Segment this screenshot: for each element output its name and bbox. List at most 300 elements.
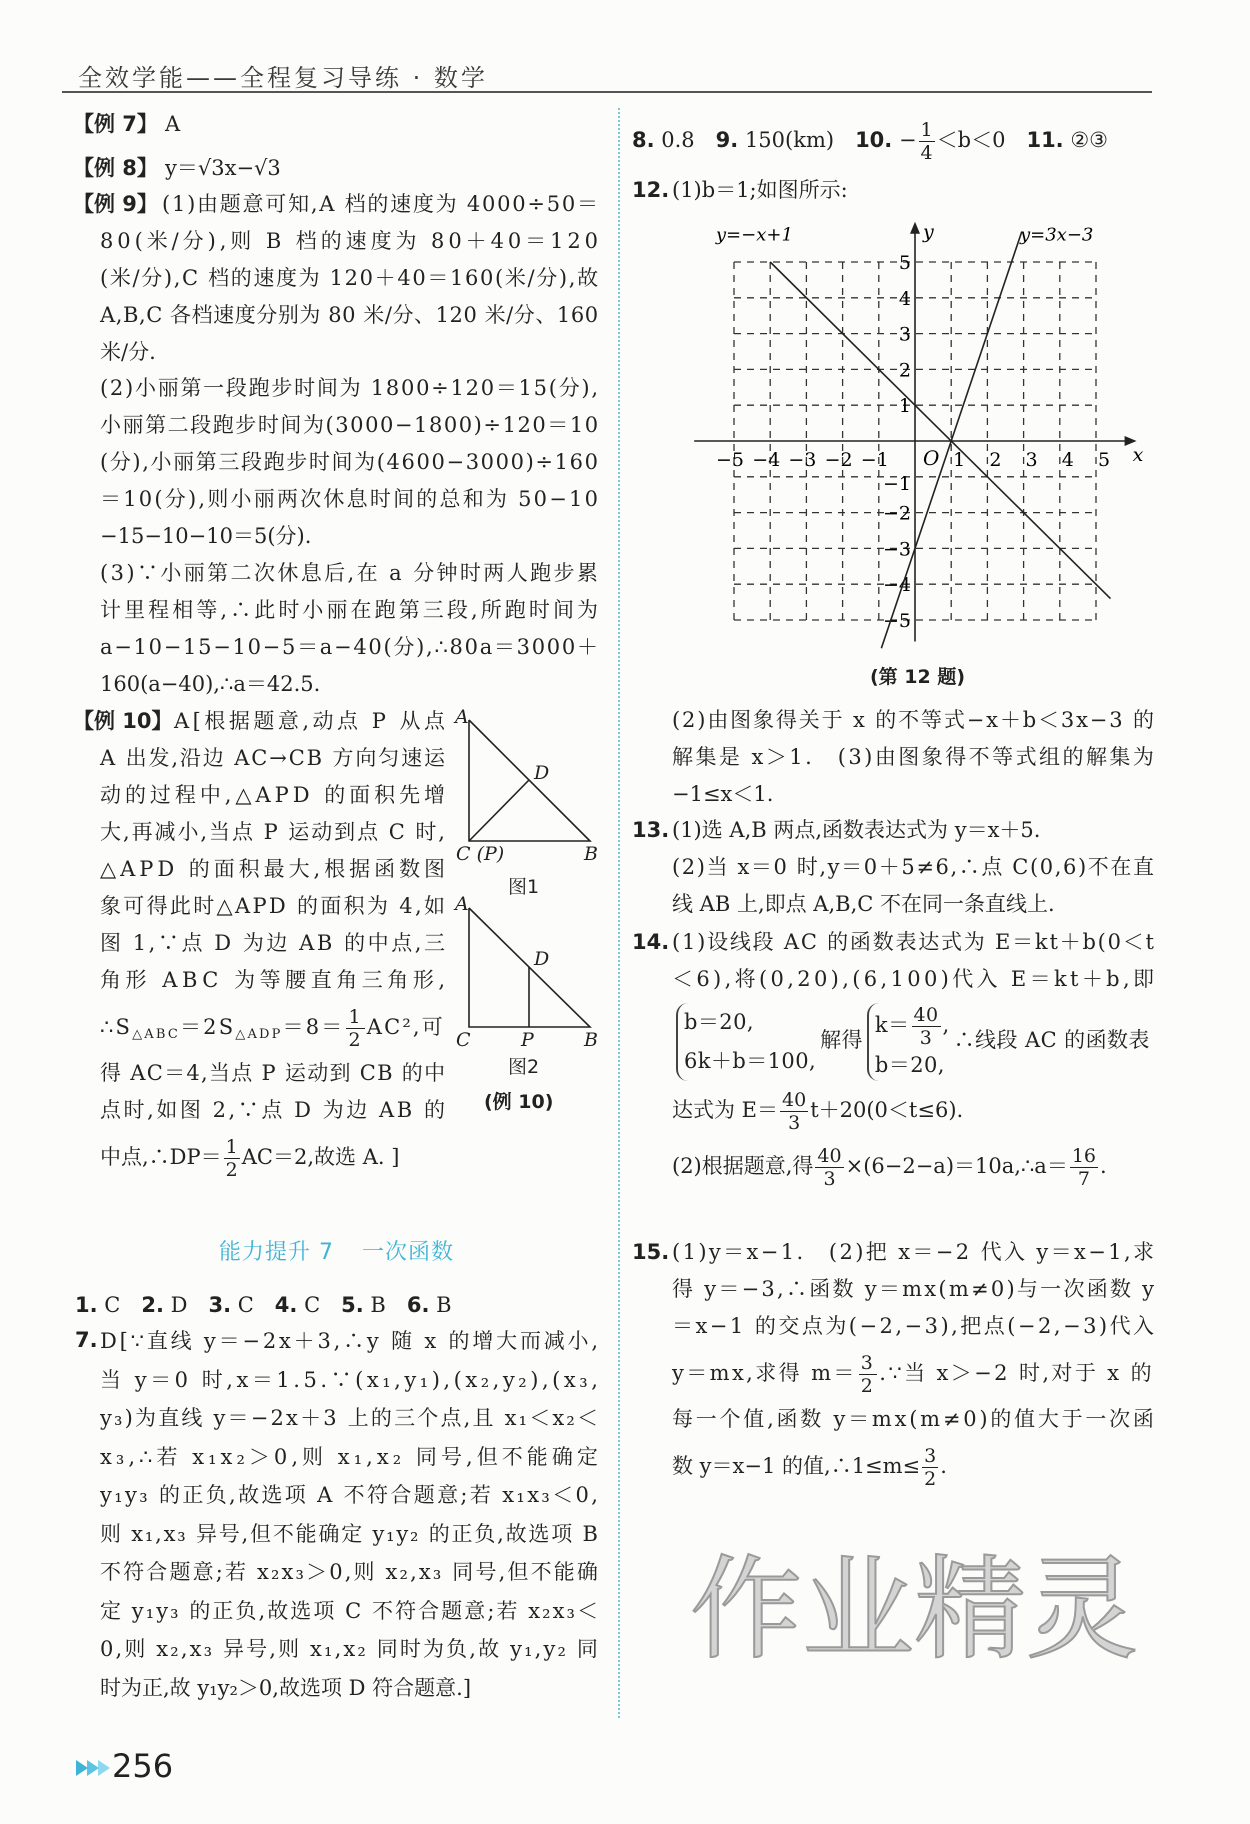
text-run: (2)当 x＝0 时,y＝0＋5≠6,∴点 C(0,6)不在直 [672, 855, 1156, 879]
answer-line-text [100, 1092, 448, 1129]
question-number: 1. [75, 1293, 98, 1317]
header-rule [62, 91, 1152, 93]
answer-line [100, 740, 445, 777]
fig2-label-b: B [584, 1029, 598, 1051]
y-tick-label: 5 [898, 252, 911, 274]
denominator: 3 [788, 1112, 801, 1134]
system-row [875, 1004, 950, 1049]
numerator: 1 [348, 1006, 363, 1028]
fraction [912, 1004, 941, 1049]
text-run: 小丽第二段跑步时间为(3000−1800)÷120＝10 [100, 413, 600, 437]
text-run: (3)∵小丽第二次休息后,在 a 分钟时两人跑步累 [100, 561, 601, 585]
x-tick-label: 4 [1061, 449, 1074, 471]
answer-line [672, 776, 1154, 813]
text-run: (米/分),C 档的速度为 120＋40＝160(米/分),故 [100, 266, 600, 290]
fraction [346, 1006, 364, 1051]
answer-line [100, 1055, 445, 1092]
y-tick-label: 1 [898, 395, 911, 418]
answer-block [632, 1234, 1157, 1494]
answer-label: 【例 10】 [73, 709, 173, 733]
text-run: . [940, 1454, 947, 1478]
answer-line-text [100, 999, 445, 1063]
answer-line [672, 924, 1154, 961]
text-run: ＜b＜0 [936, 128, 1027, 152]
answer-line-text [100, 1438, 602, 1477]
text-run: ＝2S [179, 1015, 236, 1039]
x-tick-label: −2 [824, 449, 853, 471]
question-number: 2. [141, 1293, 164, 1317]
text-run: t＋20(0＜t≤6). [810, 1098, 964, 1122]
y-tick-label: −5 [882, 610, 911, 632]
answer-line [100, 260, 598, 297]
answer-line-text [100, 1055, 446, 1092]
answer-line-text [100, 1361, 601, 1400]
text-run: 数 y＝x−1 的值,∴1≤m≤ [672, 1454, 921, 1478]
answer-line [100, 925, 448, 962]
answer-line [100, 814, 445, 851]
denominator: 3 [919, 1026, 933, 1049]
answer-line [100, 592, 602, 629]
fraction [919, 119, 935, 164]
watermark: 作业精灵 [690, 1545, 1138, 1675]
answer-line-text [100, 777, 449, 814]
answer-line-text [100, 334, 156, 371]
answer-line-text [672, 998, 1150, 1082]
text-run: D [163, 1293, 209, 1317]
answer-block [100, 555, 602, 703]
fig1-label-b: B [584, 843, 598, 865]
answer-line [100, 444, 598, 481]
answer-label: 7. [75, 1328, 98, 1352]
numerator: 1 [920, 119, 933, 141]
answer-line-text [100, 925, 448, 962]
text-run: 计里程相等,∴此时小丽在跑第三段,所跑时间为 [100, 598, 602, 622]
answer-line [100, 629, 598, 666]
answer-line [100, 851, 449, 888]
answer-line-text [100, 555, 600, 592]
answer-line-text [672, 1345, 1154, 1401]
x-tick-label: −4 [752, 449, 781, 471]
numerator: 16 [1071, 1145, 1097, 1167]
answer-line-text [100, 407, 600, 444]
text-run: 达式为 E＝ [672, 1098, 779, 1122]
answer-line-text [672, 1138, 1107, 1194]
x-tick-label: −3 [788, 449, 817, 471]
fig1-label-c: C (P) [456, 843, 505, 865]
answer-line-text [165, 150, 281, 187]
answer-line [100, 1592, 601, 1631]
answer-line [672, 886, 1154, 923]
answer-line-text [100, 481, 600, 518]
answer-line [100, 777, 449, 814]
text-run: 解得 [820, 1028, 863, 1052]
answer-label: 13. [632, 818, 670, 842]
text-run: 动的过程中,△APD 的面积先增 [100, 783, 449, 807]
text-run: D[∵直线 y＝−2x＋3,∴y 随 x 的增大而减小, [100, 1329, 601, 1353]
text-run: 不符合题意;若 x₂x₃＞0,则 x₂,x₃ 同号,但不能确 [100, 1560, 601, 1584]
answer-line [672, 1082, 1154, 1138]
answer-line [672, 739, 1157, 776]
answer-label: 14. [632, 930, 670, 954]
text-run: 时为正,故 y₁y₂＞0,故选项 D 符合题意.] [100, 1675, 472, 1700]
answer-block [73, 150, 598, 187]
system-row [684, 1008, 816, 1036]
answer-line [100, 1438, 602, 1477]
function-line-label: y=3x−3 [1019, 224, 1094, 246]
answer-label: 【例 7】 [73, 112, 158, 136]
text-run: 定 y₁y₃ 的正负,故选项 C 不符合题意;若 x₂x₃＜ [100, 1598, 601, 1623]
answer-line-text [100, 370, 600, 407]
x-tick-label: −1 [860, 449, 889, 471]
system-row [875, 1051, 950, 1079]
text-run: b＝20, [684, 1010, 754, 1034]
answer-line-text [100, 1322, 601, 1361]
answer-line-text [100, 629, 600, 666]
numerator: 1 [225, 1136, 238, 1158]
answer-line-text [672, 1082, 963, 1138]
answer-block [672, 702, 1157, 813]
text-run: C [97, 1293, 142, 1317]
answer-line [672, 998, 1154, 1082]
answer-line [100, 150, 598, 187]
subscript: △ADP [235, 1027, 283, 1042]
text-run: y＝√3x−√3 [165, 156, 281, 180]
text-run: k＝ [874, 1012, 910, 1037]
answer-line-text [100, 740, 447, 777]
text-run: y₃)为直线 y＝−2x＋3 上的三个点,且 x₁＜x₂＜ [100, 1406, 601, 1430]
text-run: 象可得此时△APD 的面积为 4,如 [100, 894, 448, 918]
text-run: (2)小丽第一段跑步时间为 1800÷120＝15(分), [100, 376, 600, 400]
answer-line [672, 1234, 1157, 1271]
fig1-label-d: D [534, 762, 550, 784]
answer-line-text [100, 223, 602, 260]
text-run: 线 AB 上,即点 A,B,C 不在同一条直线上. [672, 892, 1055, 916]
question-number: 10. [855, 128, 893, 152]
text-run: (1)y＝x−1. (2)把 x＝−2 代入 y＝x−1,求 [672, 1240, 1157, 1264]
answer-line-text [100, 297, 599, 334]
denominator: 2 [924, 1468, 937, 1490]
text-run: 图 1,∵点 D 为边 AB 的中点,三 [100, 931, 448, 955]
answer-line [672, 1308, 1157, 1345]
answer-line [75, 1287, 598, 1324]
answer-line [100, 1669, 598, 1708]
answer-line-text [672, 961, 1157, 998]
y-tick-label: 3 [898, 323, 911, 346]
text-run: A[根据题意,动点 P 从点 [174, 709, 449, 733]
answer-label: 【例 8】 [73, 156, 158, 180]
text-run: (分),小丽第三段跑步时间为(4600−3000)÷160 [100, 450, 600, 474]
answer-line-text [672, 702, 1156, 739]
answer-label: 15. [632, 1240, 670, 1264]
text-run: A [165, 112, 181, 136]
text-run: y₁y₃ 的正负,故选项 A 不符合题意;若 x₁x₃＜0, [100, 1483, 601, 1507]
text-run: 米/分. [100, 340, 156, 364]
text-run: (1)b＝1;如图所示: [672, 178, 848, 202]
answer-line-text [672, 812, 1040, 849]
text-run: a−10−15−10−5＝a−40(分),∴80a＝3000＋ [100, 635, 600, 659]
x-tick-label: 2 [989, 449, 1002, 471]
answer-line-text [100, 1515, 600, 1554]
answer-line-text [100, 814, 447, 851]
answer-line [100, 666, 598, 703]
function-line [770, 262, 1110, 599]
answer-label: 12. [632, 178, 670, 202]
denominator: 2 [860, 1375, 876, 1397]
text-run: −15−10−10＝5(分). [100, 524, 312, 548]
text-run: .∵当 x＞−2 时,对于 x 的 [879, 1361, 1154, 1385]
answer-line [672, 1345, 1154, 1401]
denominator: 3 [823, 1168, 836, 1190]
answer-line-text [100, 1476, 600, 1515]
answer-line [100, 888, 448, 925]
answer-line-text [100, 260, 600, 297]
text-run: 80(米/分),则 B 档的速度为 80＋40＝120 [100, 229, 602, 253]
text-run: C [297, 1293, 342, 1317]
fraction [859, 1352, 877, 1397]
coordinate-graph [620, 200, 1160, 670]
y-tick-label: −3 [882, 538, 911, 561]
text-run: y＝mx,求得 m＝ [672, 1361, 857, 1385]
answer-block [73, 703, 450, 1185]
answer-line [100, 1515, 598, 1554]
text-run: A 出发,沿边 AC→CB 方向匀速运 [100, 746, 447, 770]
text-run: C [231, 1293, 275, 1317]
answer-line-text [672, 1401, 1157, 1438]
text-run: 6k＋b＝100, [684, 1049, 817, 1073]
text-run: 当 y＝0 时,x＝1.5.∵(x₁,y₁),(x₂,y₂),(x₃, [100, 1367, 602, 1392]
y-tick-label: 2 [898, 359, 911, 382]
answer-line [100, 1361, 602, 1400]
answer-block [73, 106, 598, 143]
denominator: 2 [225, 1159, 238, 1181]
question-number: 8. [632, 128, 655, 152]
graph-caption: (第 12 题) [870, 666, 966, 688]
fig2-label-p: P [521, 1029, 534, 1051]
text-run: (1)选 A,B 两点,函数表达式为 y＝x＋5. [672, 818, 1041, 842]
answer-line-text [100, 1592, 600, 1631]
answer-line [100, 1476, 601, 1515]
answer-line [100, 106, 598, 143]
y-tick-label: −4 [882, 574, 911, 597]
answer-line-text [75, 1287, 452, 1324]
fig2-label-a: A [455, 893, 469, 915]
text-run: ∴S [100, 1015, 133, 1039]
answer-label: 【例 9】 [73, 192, 158, 216]
answer-block [632, 112, 1152, 168]
fig2-label-c: C [456, 1029, 471, 1051]
text-run: ∴线段 AC 的函数表 [953, 1028, 1150, 1052]
answer-line [632, 112, 1152, 168]
section-title [75, 1235, 598, 1266]
text-run: B [429, 1293, 452, 1317]
answer-line [672, 1271, 1157, 1308]
answer-line [100, 1630, 598, 1669]
page-arrows-icon [76, 1758, 116, 1778]
answer-line-text [100, 592, 601, 629]
text-run: b＝20, [874, 1053, 945, 1078]
answer-line-text [672, 886, 1055, 923]
answer-line-text [672, 776, 773, 813]
answer-line [100, 1322, 601, 1361]
origin-label: O [923, 446, 940, 470]
text-run: △APD 的面积最大,根据函数图 [100, 857, 449, 881]
text-run: ＜6),将(0,20),(6,100)代入 E＝kt＋b,即 [672, 967, 1158, 991]
answer-block [75, 1322, 602, 1707]
fraction [922, 1445, 938, 1490]
text-run: 0.8 [654, 128, 716, 152]
text-run: (1)设线段 AC 的函数表达式为 E＝kt＋b(0＜t [672, 930, 1156, 954]
fig2-caption: 图2 [508, 1056, 540, 1078]
text-run: ＝8＝ [282, 1015, 345, 1039]
numerator: 40 [817, 1145, 842, 1167]
fig1-label-a: A [455, 706, 469, 728]
y-axis-arrow-icon [910, 222, 920, 234]
numerator: 40 [913, 1003, 939, 1026]
answer-line [100, 297, 598, 334]
question-number: 6. [406, 1293, 430, 1317]
text-run: 角形 ABC 为等腰直角三角形, [100, 968, 450, 992]
denominator: 7 [1077, 1168, 1090, 1190]
answer-line-text [672, 739, 1156, 776]
question-number: 11. [1026, 128, 1064, 152]
answer-line-text [672, 924, 1156, 961]
numerator: 40 [782, 1089, 807, 1111]
answer-line [100, 1129, 445, 1185]
question-number: 5. [341, 1293, 364, 1317]
equation-system [676, 1003, 816, 1081]
segment-pd [469, 780, 529, 841]
answer-line-text [672, 1271, 1156, 1308]
answer-line-text [162, 186, 600, 223]
page-number: 256 [112, 1747, 174, 1785]
answer-line-text [100, 1399, 600, 1438]
answer-line [672, 812, 1154, 849]
text-run: 150(km) [738, 128, 856, 152]
text-run: (1)由题意可知,A 档的速度为 4000÷50＝ [162, 192, 600, 216]
equation-system [867, 1003, 950, 1081]
fig2-label-d: D [534, 948, 550, 970]
figure-1 [469, 720, 590, 841]
answer-line-text [672, 1308, 1157, 1345]
answer-line-text [100, 666, 320, 703]
answer-line-text [100, 851, 449, 888]
answer-line-text [672, 849, 1156, 886]
function-line-label: y=−x+1 [715, 224, 793, 246]
answer-line-text [672, 1234, 1156, 1271]
text-run: 解集是 x＞1. (3)由图象得不等式组的解集为 [672, 745, 1157, 769]
answer-line [672, 1401, 1157, 1438]
y-tick-label: −1 [882, 472, 911, 495]
question-number: 9. [715, 128, 739, 152]
answer-line [100, 407, 598, 444]
text-run: 每一个值,函数 y＝mx(m≠0)的值大于一次函 [672, 1407, 1157, 1431]
text-run: 得 y＝−3,∴函数 y＝mx(m≠0)与一次函数 y [672, 1277, 1157, 1301]
answer-line [100, 1092, 448, 1129]
answer-line [672, 961, 1158, 998]
answer-line-text [100, 444, 600, 481]
y-tick-label: 4 [898, 287, 911, 310]
x-tick-label: 5 [1097, 449, 1111, 471]
text-run: 大,再减小,当点 P 运动到点 C 时, [100, 820, 447, 844]
answer-line [100, 334, 598, 371]
answer-line-text [174, 703, 449, 740]
fig1-caption: 图1 [508, 876, 540, 898]
text-run: 得 AC＝4,当点 P 运动到 CB 的中 [100, 1061, 447, 1085]
system-row [684, 1047, 816, 1075]
answer-line [100, 1399, 601, 1438]
answer-block [632, 812, 1156, 923]
text-run: 则 x₁,x₃ 异号,但不能确定 y₁y₂ 的正负,故选项 B [100, 1521, 600, 1546]
x-tick-label: −5 [715, 449, 745, 471]
answer-line-text [100, 962, 450, 999]
answer-line-text [165, 106, 180, 143]
answer-line [100, 962, 450, 999]
answer-line-text [100, 518, 311, 555]
text-run: 点时,如图 2,∵点 D 为边 AB 的 [100, 1098, 448, 1122]
answer-line [672, 1438, 1154, 1494]
denominator: 2 [348, 1029, 363, 1051]
answer-line [100, 1553, 601, 1592]
text-run: −1≤x＜1. [672, 782, 774, 806]
text-run: ＝x−1 的交点为(−2,−3),把点(−2,−3)代入 [672, 1314, 1157, 1338]
text-run: AC²,可 [366, 1015, 445, 1039]
question-number: 3. [208, 1293, 232, 1317]
running-header: 全效学能——全程复习导练 · 数学 [78, 64, 488, 92]
text-run: (2)由图象得关于 x 的不等式−x＋b＜3x−3 的 [672, 708, 1156, 732]
text-run: 160(a−40),∴a＝42.5. [100, 672, 321, 696]
answer-line [100, 370, 598, 407]
figure-2 [469, 908, 590, 1027]
text-run: (2)根据题意,得 [672, 1154, 814, 1178]
answer-line [100, 555, 601, 592]
text-run: 中点,∴DP＝ [100, 1145, 222, 1169]
answer-line-text [100, 1630, 600, 1669]
answer-line-text [672, 1438, 947, 1494]
fraction [1070, 1145, 1098, 1190]
y-axis-label: y [923, 220, 934, 243]
answer-block [632, 924, 1158, 1194]
fraction [224, 1136, 240, 1181]
text-run: − [892, 128, 917, 152]
text-run: , [942, 1012, 950, 1037]
answer-block [100, 370, 601, 555]
text-run: B [363, 1293, 407, 1317]
x-tick-label: 3 [1025, 449, 1038, 471]
example-10-caption: (例 10) [484, 1091, 554, 1113]
answer-line-text [100, 1129, 399, 1185]
answer-line [100, 186, 598, 223]
answer-line-text [100, 888, 447, 925]
numerator: 3 [924, 1445, 937, 1467]
text-run: x₃,∴若 x₁x₂＞0,则 x₁,x₂ 同号,但不能确定 [100, 1444, 602, 1469]
denominator: 4 [920, 142, 933, 164]
text-run: ×(6−2−a)＝10a,∴a＝ [845, 1154, 1068, 1178]
numerator: 3 [860, 1352, 876, 1374]
section-number: 能力提升 7 [218, 1240, 334, 1265]
answer-line [100, 999, 445, 1055]
y-tick-label: −2 [882, 502, 911, 525]
x-axis-label: x [1132, 444, 1144, 466]
subscript: △ABC [132, 1027, 180, 1042]
text-run: 0,则 x₂,x₃ 异号,则 x₁,x₂ 同时为负,故 y₁,y₂ 同 [100, 1637, 600, 1661]
answer-line [672, 1138, 1154, 1194]
answer-line [672, 849, 1154, 886]
fraction [815, 1145, 843, 1190]
text-run: ②③ [1063, 128, 1108, 152]
answer-block [75, 1287, 598, 1324]
answer-line-text [100, 1669, 471, 1708]
x-tick-label: 1 [953, 449, 966, 471]
